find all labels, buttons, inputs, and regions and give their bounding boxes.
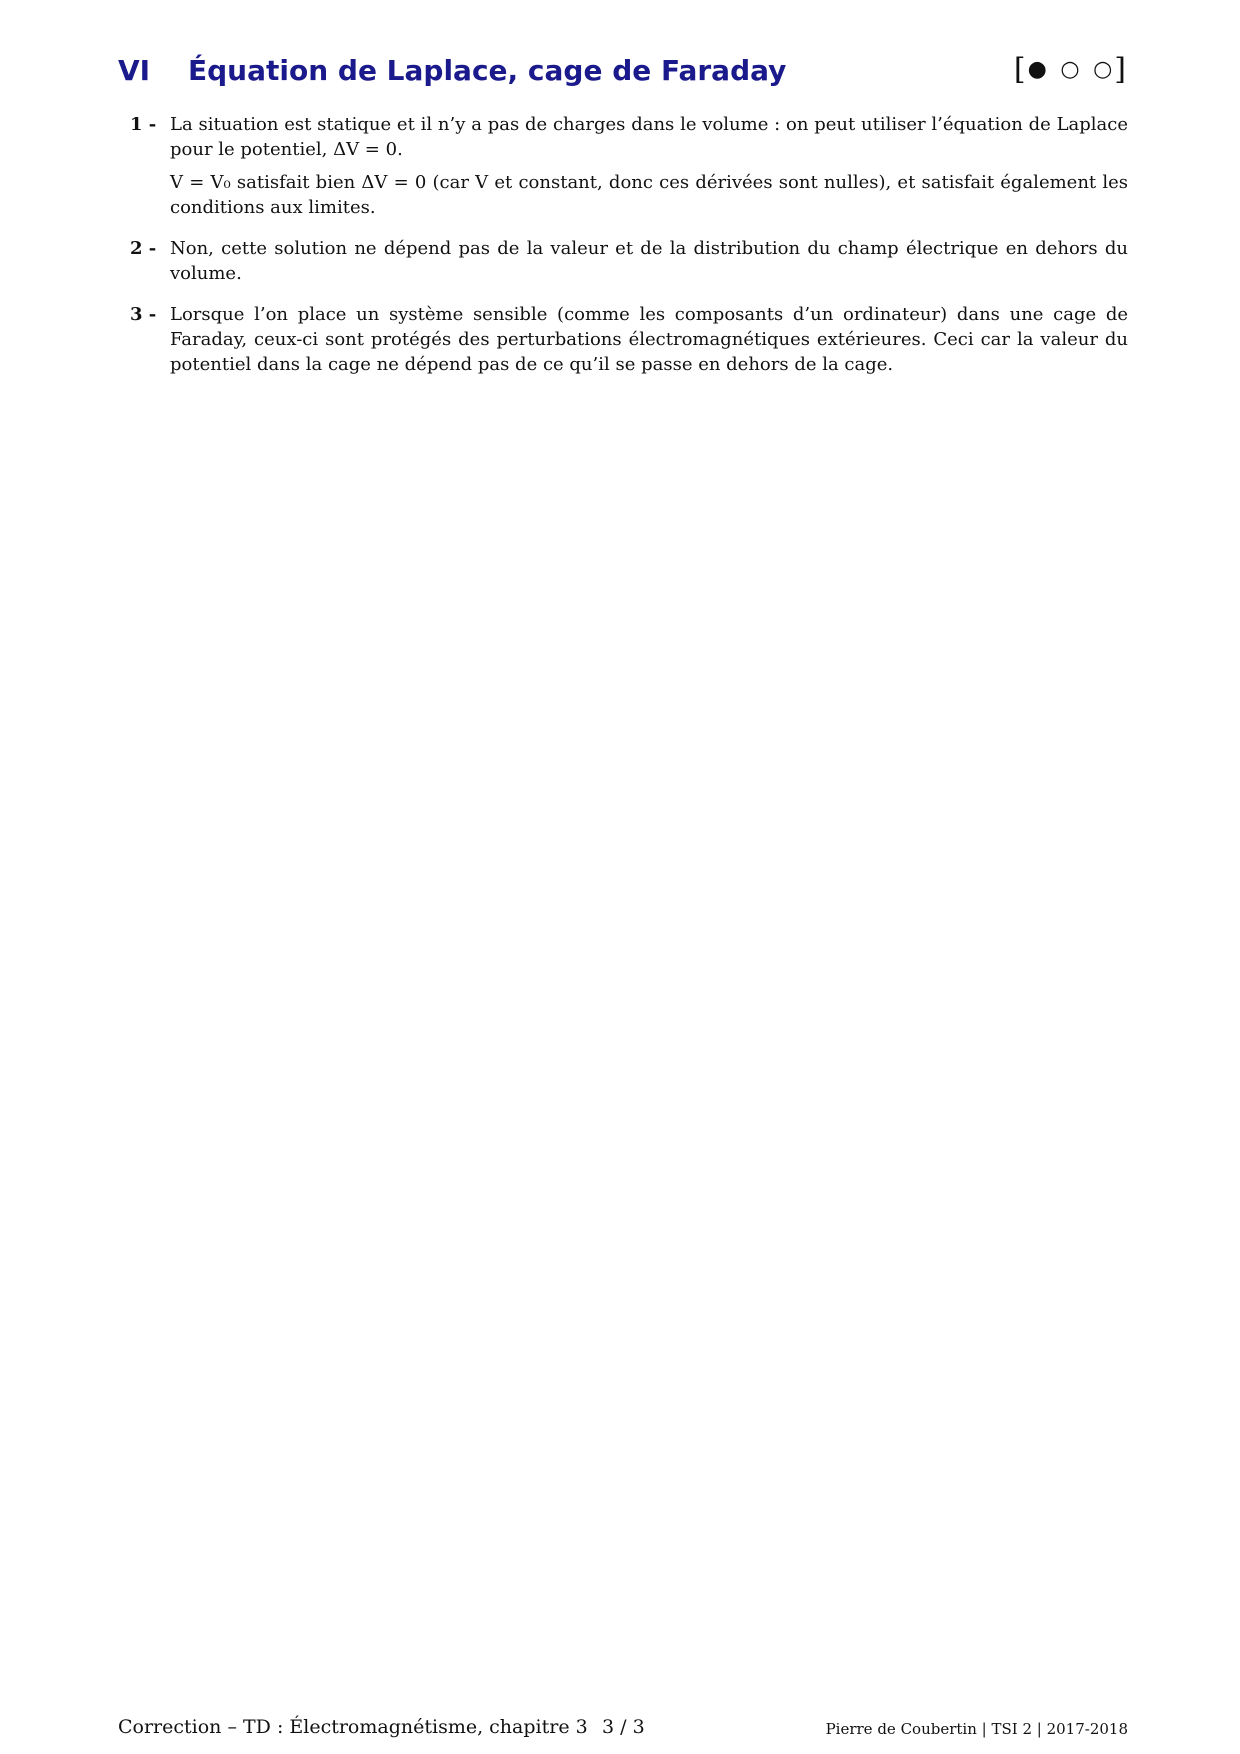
page-footer: [118, 1716, 1128, 1744]
section-header: [118, 54, 1128, 100]
answer-paragraph: Non, cette solution ne dépend pas de la valeur et de la distribution du champ électrique en dehors du volume.: [170, 238, 1128, 284]
answer-item: [130, 112, 1128, 220]
answer-number: 2 -: [130, 238, 157, 259]
difficulty-empty-dot-icon: ○: [1093, 57, 1115, 82]
answer-paragraph: V = V₀ satisfait bien ΔV = 0 (car V et constant, donc ces dérivées sont nulles), et satisfait également les conditions aux limites.: [170, 172, 1128, 218]
footer-page-number: 3 / 3: [602, 1716, 645, 1738]
footer-school-info: Pierre de Coubertin | TSI 2 | 2017-2018: [825, 1720, 1128, 1738]
difficulty-empty-dot-icon: ○: [1060, 57, 1082, 82]
difficulty-bracket-open: [: [1013, 52, 1028, 87]
footer-document-title: Correction – TD : Électromagnétisme, chapitre 3: [118, 1716, 588, 1738]
answers-list: [130, 112, 1128, 393]
section-number: VI: [118, 54, 151, 87]
answer-item: [130, 236, 1128, 286]
difficulty-bracket-close: ]: [1114, 52, 1128, 87]
answer-paragraph: Lorsque l’on place un système sensible (comme les composants d’un ordinateur) dans une cage de Faraday, ceux-ci sont protégés des perturbations électromagnétiques extérieures. Ceci car la valeur du potentiel dans la cage ne dépend pas de ce qu’il se passe en dehors de la cage.: [170, 304, 1128, 375]
answer-item: [130, 302, 1128, 377]
answer-number: 1 -: [130, 114, 157, 135]
difficulty-indicator: [1014, 52, 1128, 87]
difficulty-filled-dot-icon: ●: [1027, 57, 1049, 82]
answer-number: 3 -: [130, 304, 157, 325]
section-title: Équation de Laplace, cage de Faraday: [188, 54, 787, 87]
answer-paragraph: La situation est statique et il n’y a pas de charges dans le volume : on peut utiliser l’équation de Laplace pour le potentiel, ΔV = 0.: [170, 114, 1128, 160]
